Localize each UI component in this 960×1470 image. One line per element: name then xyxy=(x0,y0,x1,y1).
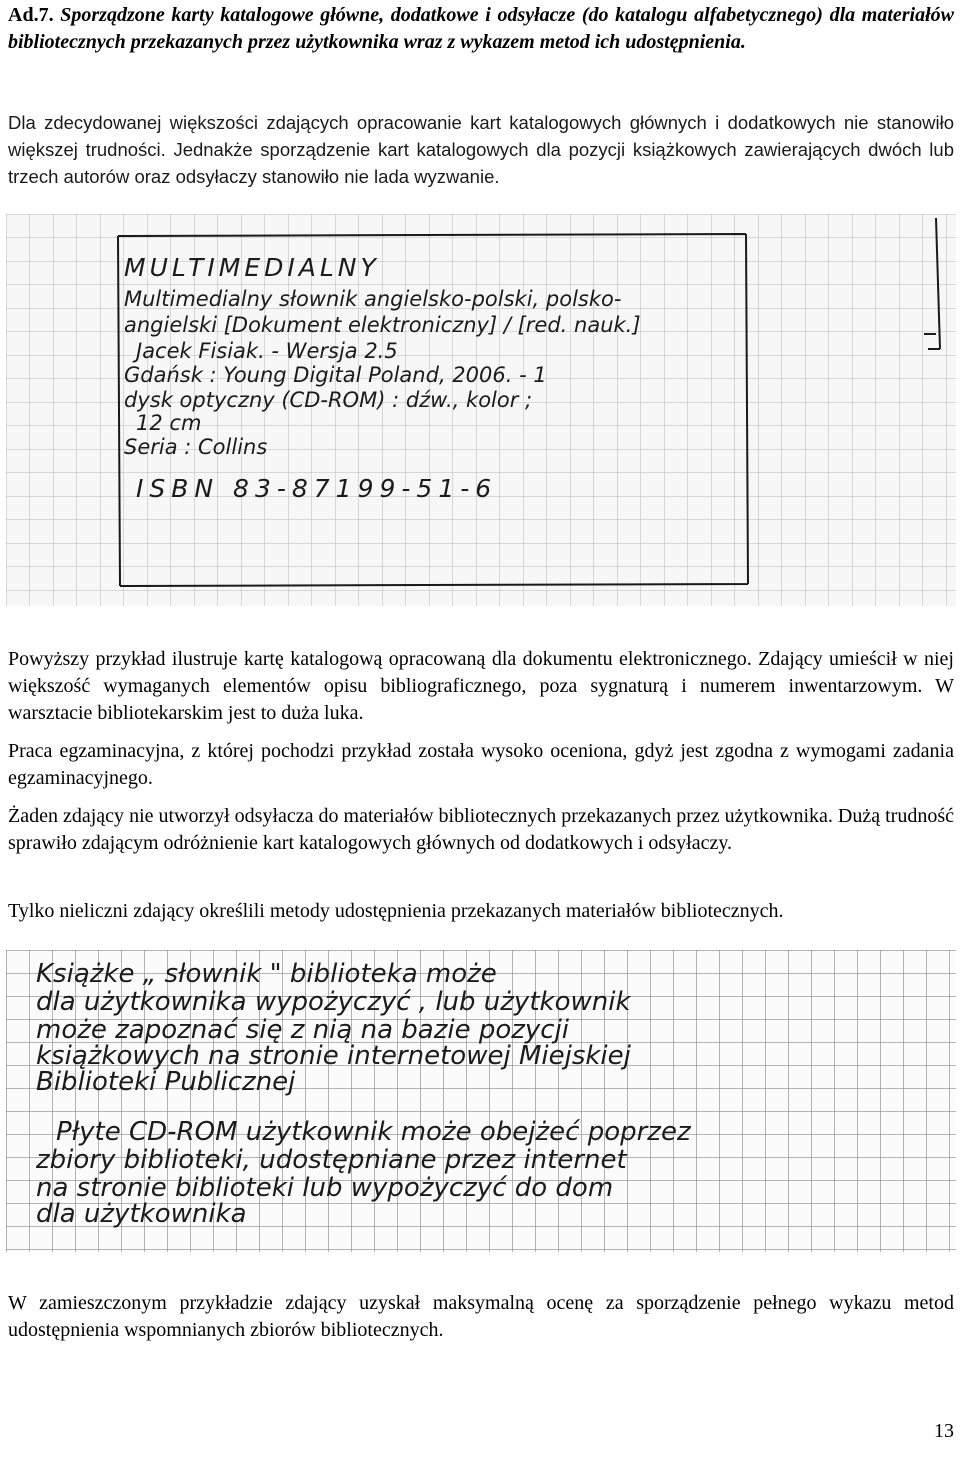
card-line-1: MULTIMEDIALNY xyxy=(124,253,380,282)
paragraph-conclusion: W zamieszczonym przykładzie zdający uzyskał maksymalną ocenę za sporządzenie pełnego wykazu metod udostępnienia wspomnianych zbiorów bibliotecznych. xyxy=(8,1292,954,1341)
methods-line-7: zbiory biblioteki, udostępniane przez internet xyxy=(36,1145,627,1175)
methods-list-scan xyxy=(6,950,956,1252)
methods-line-3: może zapoznać się z nią na bazie pozycji xyxy=(36,1015,570,1045)
card-line-6: dysk optyczny (CD-ROM) : dźw., kolor ; xyxy=(124,388,533,412)
section-heading xyxy=(8,2,954,56)
section-number: Ad.7. xyxy=(8,4,54,26)
paragraph-no-reference: Żaden zdający nie utworzył odsyłacza do materiałów bibliotecznych przekazanych przez użytkownika. Dużą trudność sprawiło zdającym odróżnienie kart katalogowych głównych od dodatkowych i odsyłaczy. xyxy=(8,805,954,854)
methods-line-2: dla użytkownika wypożyczyć , lub użytkownik xyxy=(36,987,631,1017)
card-line-7: 12 cm xyxy=(136,411,202,435)
card-line-3: angielski [Dokument elektroniczny] / [red. nauk.] xyxy=(124,313,641,337)
paragraph-few-methods: Tylko nieliczni zdający określili metody udostępnienia przekazanych materiałów bibliotecznych. xyxy=(8,900,784,922)
page-number: 13 xyxy=(934,1420,954,1442)
paragraph-after-card: Powyższy przykład ilustruje kartę katalogową opracowaną dla dokumentu elektronicznego. Zdający umieścił w niej większość wymaganych elementów opisu bibliograficznego, poza sygnaturą i numerem inwentarzowym. W warsztacie bibliotekarskim jest to duża luka. xyxy=(8,648,954,724)
methods-list-image xyxy=(6,950,956,1252)
methods-line-4: książkowych na stronie internetowej Miejskiej xyxy=(36,1041,631,1071)
catalog-card-image xyxy=(6,214,956,606)
methods-line-9: dla użytkownika xyxy=(36,1199,247,1229)
card-line-9: ISBN 83-87199-51-6 xyxy=(136,474,498,503)
card-line-4: Jacek Fisiak. - Wersja 2.5 xyxy=(136,339,398,363)
catalog-card-scan xyxy=(6,214,956,606)
paragraph-intro: Dla zdecydowanej większości zdających opracowanie kart katalogowych głównych i dodatkowych nie stanowiło większej trudności. Jednakże sporządzenie kart katalogowych dla pozycji książkowych zawierających dwóch lub trzech autorów oraz odsyłaczy stanowiło nie lada wyzwanie. xyxy=(8,112,954,187)
section-title: Sporządzone karty katalogowe główne, dodatkowe i odsyłacze (do katalogu alfabetycznego) dla materiałów bibliotecznych przekazanych przez użytkownika wraz z wykazem metod ich udostępnienia. xyxy=(8,4,955,53)
methods-line-8: na stronie biblioteki lub wypożyczyć do dom xyxy=(36,1173,614,1203)
methods-line-5: Biblioteki Publicznej xyxy=(36,1067,296,1097)
card-line-8: Seria : Collins xyxy=(124,435,268,459)
methods-line-6: Płyte CD-ROM użytkownik może obejżeć poprzez xyxy=(56,1117,691,1147)
paragraph-evaluation: Praca egzaminacyjna, z której pochodzi przykład została wysoko oceniona, gdyż jest zgodna z wymogami zadania egzaminacyjnego. xyxy=(8,740,954,789)
methods-line-1: Książke „ słownik " biblioteka może xyxy=(36,959,497,989)
card-line-2: Multimedialny słownik angielsko-polski, polsko- xyxy=(124,287,622,311)
card-line-5: Gdańsk : Young Digital Poland, 2006. - 1 xyxy=(124,363,547,387)
